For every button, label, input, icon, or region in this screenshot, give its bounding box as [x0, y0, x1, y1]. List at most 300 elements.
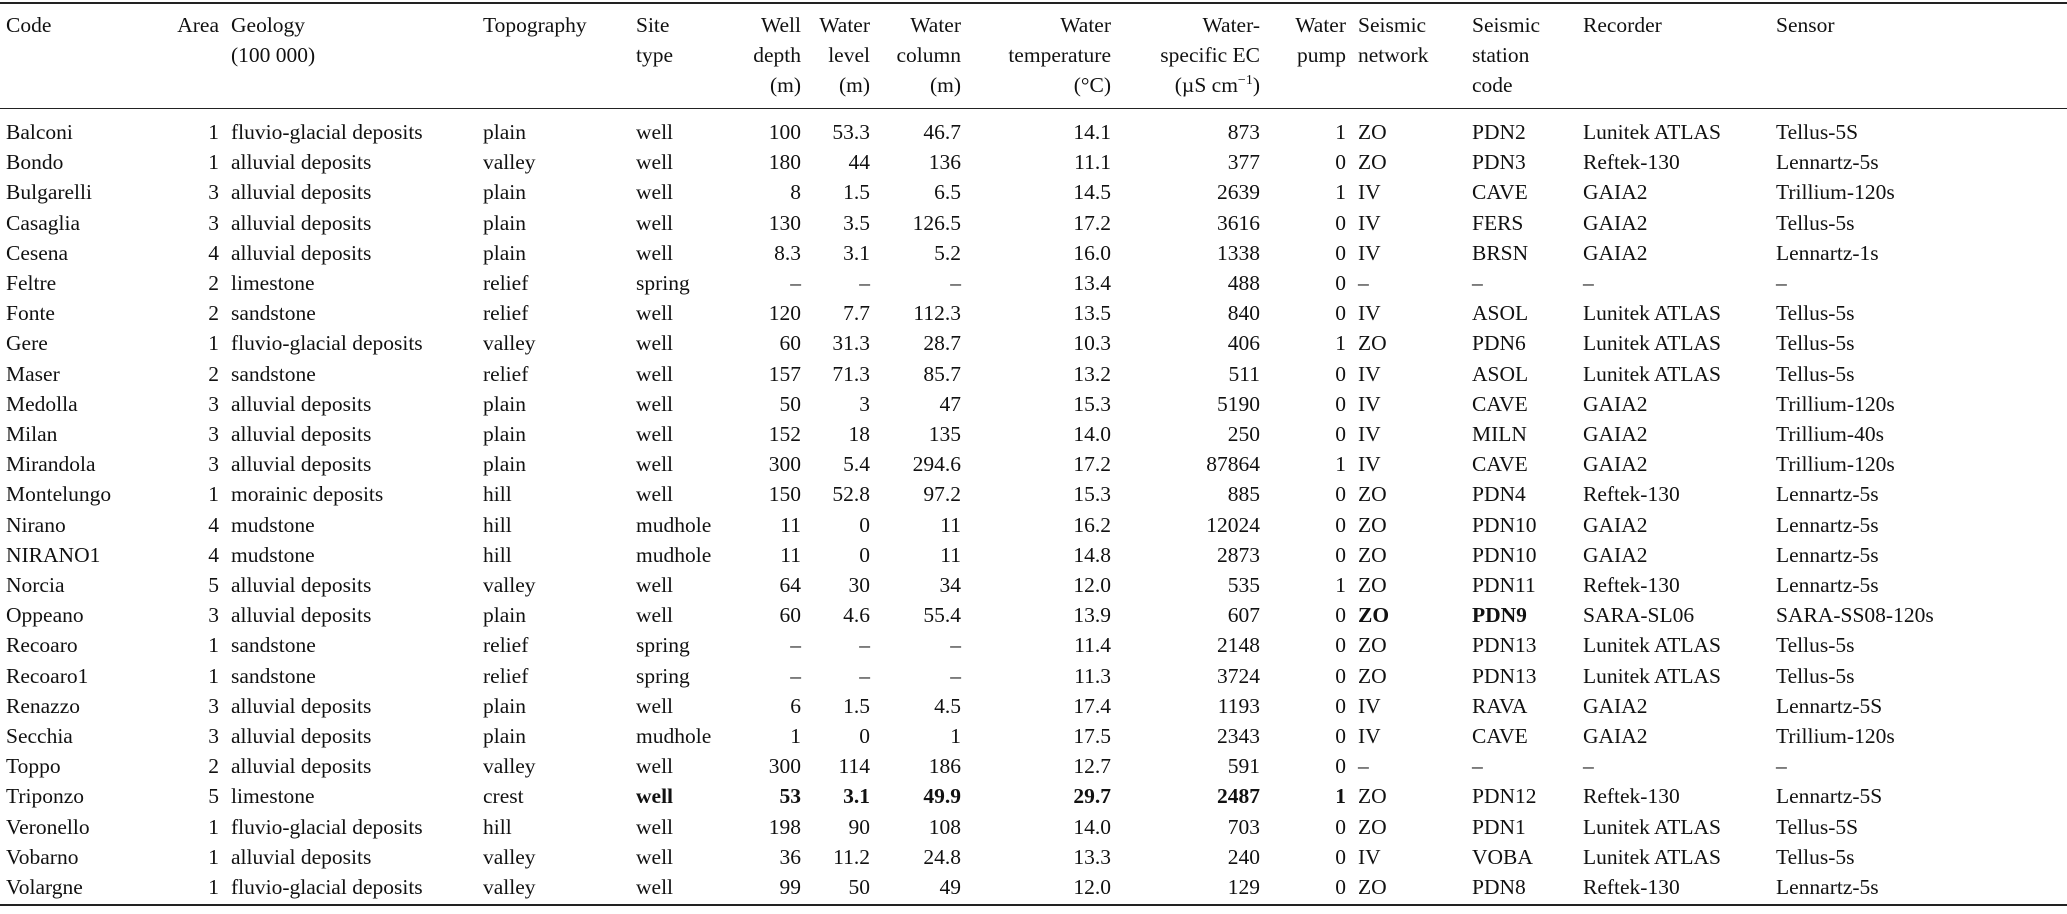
cell-well-depth: 50: [779, 391, 801, 416]
cell-site-type: spring: [636, 633, 690, 658]
cell-water-ec: 240: [1227, 844, 1260, 869]
column-header-seismic-network: Seismic network: [1352, 3, 1466, 109]
cell-water-temperature: 29.7: [1073, 784, 1111, 809]
cell-area: 1: [150, 872, 225, 905]
cell-water-ec: 873: [1227, 120, 1260, 144]
cell-water-column: 294.6: [912, 452, 961, 477]
cell-water-temperature: 17.2: [1073, 452, 1111, 477]
cell-code: Milan: [6, 422, 58, 447]
cell-water-pump: 0: [1335, 542, 1346, 567]
cell-recorder: Lunitek ATLAS: [1583, 120, 1721, 144]
cell-water-pump: 0: [1335, 663, 1346, 688]
cell-station-code: PDN13: [1472, 663, 1537, 688]
cell-water-column: 24.8: [923, 844, 961, 869]
cell-geology: sandstone: [231, 301, 316, 326]
cell-water-column: 6.5: [934, 180, 961, 205]
cell-sensor: Lennartz-5s: [1776, 542, 1879, 567]
cell-topography: plain: [483, 452, 526, 477]
cell-recorder: –: [1583, 754, 1594, 779]
cell-seismic-network: ZO: [1358, 542, 1387, 567]
cell-water-ec: 607: [1227, 603, 1260, 628]
cell-seismic-network: –: [1358, 271, 1369, 296]
cell-water-column: 28.7: [923, 331, 961, 356]
table-row: [0, 600, 2067, 630]
cell-sensor: Lennartz-5s: [1776, 512, 1879, 537]
table-row: [0, 238, 2067, 268]
cell-topography: plain: [483, 180, 526, 205]
cell-code: Casaglia: [6, 210, 81, 235]
cell-station-code: PDN6: [1472, 331, 1526, 356]
cell-area: 3: [208, 603, 219, 628]
column-header-code: Code: [0, 3, 150, 109]
cell-topography: relief: [483, 633, 529, 658]
cell-geology: alluvial deposits: [231, 180, 372, 205]
cell-station-code: PDN4: [1472, 482, 1526, 507]
cell-area: 1: [208, 120, 219, 144]
cell-geology: sandstone: [231, 633, 316, 658]
cell-water-pump: 0: [1335, 391, 1346, 416]
cell-water-level: 52.8: [832, 482, 870, 507]
cell-site-type: mudhole: [636, 512, 712, 537]
cell-area: 4: [208, 542, 219, 567]
cell-station-code: CAVE: [1472, 180, 1528, 205]
cell-water-temperature: 13.5: [1073, 301, 1111, 326]
cell-water-pump: 1: [1335, 331, 1346, 356]
cell-water-pump: 0: [1335, 814, 1346, 839]
cell-well-depth: 60: [779, 603, 801, 628]
cell-recorder: GAIA2: [1583, 452, 1648, 477]
cell-seismic-network: ZO: [1358, 814, 1387, 839]
cell-recorder: Lunitek ATLAS: [1583, 361, 1721, 386]
cell-sensor: Lennartz-5S: [1776, 784, 1883, 809]
cell-recorder: Lunitek ATLAS: [1583, 844, 1721, 869]
cell-geology: alluvial deposits: [231, 422, 372, 447]
cell-seismic-network: IV: [1358, 240, 1381, 265]
cell-geology: alluvial deposits: [231, 693, 372, 718]
cell-well-depth: 1: [790, 724, 801, 749]
column-header-geology: Geology (100 000): [225, 3, 477, 109]
cell-recorder: Lunitek ATLAS: [1583, 633, 1721, 658]
cell-site-type: well: [636, 693, 674, 718]
cell-water-ec: 406: [1227, 331, 1260, 356]
cell-well-depth: 53: [779, 784, 801, 809]
cell-water-temperature: 17.2: [1073, 210, 1111, 235]
cell-water-level: 30: [848, 573, 870, 598]
cell-area: 4: [208, 240, 219, 265]
cell-code: Mirandola: [6, 452, 96, 477]
cell-well-depth: –: [790, 271, 801, 296]
cell-water-temperature: 11.1: [1074, 150, 1111, 175]
cell-area: 3: [208, 422, 219, 447]
cell-area: 5: [208, 573, 219, 598]
cell-area: 3: [208, 693, 219, 718]
cell-sensor: Lennartz-5S: [1776, 693, 1883, 718]
cell-geology: alluvial deposits: [231, 210, 372, 235]
cell-station-code: ASOL: [1472, 361, 1529, 386]
cell-geology: morainic deposits: [231, 482, 384, 507]
cell-well-depth: –: [790, 663, 801, 688]
cell-water-ec: 2487: [1217, 784, 1260, 809]
cell-water-temperature: 11.3: [1074, 663, 1111, 688]
cell-well-depth: 300: [768, 452, 801, 477]
cell-site-type: well: [636, 784, 674, 809]
cell-well-depth: 99: [730, 872, 807, 905]
cell-water-level: 0: [859, 542, 870, 567]
cell-geology: sandstone: [231, 361, 316, 386]
cell-recorder: Lunitek ATLAS: [1583, 663, 1721, 688]
cell-site-type: spring: [636, 663, 690, 688]
cell-water-temperature: 13.9: [1073, 603, 1111, 628]
cell-topography: hill: [483, 542, 512, 567]
table-row: [0, 389, 2067, 419]
cell-area: 2: [208, 361, 219, 386]
cell-geology: fluvio-glacial deposits: [231, 814, 423, 839]
cell-water-level: 50: [807, 872, 876, 905]
cell-geology: alluvial deposits: [231, 150, 372, 175]
cell-geology: alluvial deposits: [231, 754, 372, 779]
cell-water-level: 3.1: [843, 240, 870, 265]
cell-water-temperature: 15.3: [1073, 391, 1111, 416]
cell-geology: mudstone: [231, 512, 315, 537]
table-row: [0, 109, 2067, 148]
cell-water-temperature: 14.1: [1073, 120, 1111, 144]
cell-area: 3: [208, 180, 219, 205]
cell-site-type: well: [636, 452, 674, 477]
cell-water-level: 5.4: [843, 452, 870, 477]
table-row: [0, 812, 2067, 842]
cell-station-code: RAVA: [1472, 693, 1528, 718]
cell-code: Volargne: [0, 872, 150, 905]
cell-topography: hill: [483, 512, 512, 537]
cell-recorder: SARA-SL06: [1583, 603, 1695, 628]
cell-well-depth: 100: [768, 120, 801, 144]
cell-water-pump: 0: [1335, 754, 1346, 779]
column-header-recorder: Recorder: [1577, 3, 1770, 109]
table-row: [0, 570, 2067, 600]
cell-seismic-network: IV: [1358, 844, 1381, 869]
cell-water-ec: 3616: [1217, 210, 1260, 235]
cell-code: Feltre: [6, 271, 57, 296]
cell-seismic-network: ZO: [1358, 482, 1387, 507]
column-header-sensor: Sensor: [1770, 3, 2067, 109]
cell-station-code: PDN10: [1472, 512, 1537, 537]
cell-sensor: Tellus-5s: [1776, 633, 1855, 658]
table-row: [0, 177, 2067, 207]
cell-recorder: Reftek-130: [1577, 872, 1770, 905]
cell-water-column: 112.3: [913, 301, 961, 326]
cell-code: Cesena: [6, 240, 69, 265]
cell-topography: valley: [477, 872, 630, 905]
cell-recorder: GAIA2: [1583, 210, 1648, 235]
column-header-water-pump: Water pump: [1266, 3, 1352, 109]
cell-water-pump: 0: [1335, 271, 1346, 296]
cell-water-ec: 591: [1227, 754, 1260, 779]
table-row: [0, 298, 2067, 328]
cell-water-temperature: 14.8: [1073, 542, 1111, 567]
cell-code: Recoaro: [6, 633, 78, 658]
cell-seismic-network: IV: [1358, 724, 1381, 749]
column-header-area: Area: [150, 3, 225, 109]
cell-water-ec: 703: [1227, 814, 1260, 839]
cell-well-depth: 11: [780, 512, 801, 537]
table-row: [0, 208, 2067, 238]
cell-seismic-network: ZO: [1358, 331, 1387, 356]
cell-water-level: 3: [859, 391, 870, 416]
cell-topography: hill: [483, 814, 512, 839]
cell-topography: plain: [483, 391, 526, 416]
cell-recorder: GAIA2: [1583, 180, 1648, 205]
cell-topography: relief: [483, 361, 529, 386]
cell-water-level: 31.3: [832, 331, 870, 356]
cell-water-column: 49: [876, 872, 967, 905]
cell-topography: plain: [483, 693, 526, 718]
cell-water-level: 1.5: [843, 180, 870, 205]
cell-code: Maser: [6, 361, 60, 386]
cell-recorder: GAIA2: [1583, 542, 1648, 567]
cell-sensor: Trillium-120s: [1776, 391, 1895, 416]
cell-recorder: Reftek-130: [1583, 150, 1680, 175]
cell-recorder: –: [1583, 271, 1594, 296]
cell-topography: valley: [483, 754, 536, 779]
cell-water-ec: 885: [1227, 482, 1260, 507]
cell-water-column: 108: [928, 814, 961, 839]
cell-well-depth: –: [790, 633, 801, 658]
cell-code: Bondo: [6, 150, 64, 175]
table-row: [0, 661, 2067, 691]
cell-water-ec: 2873: [1217, 542, 1260, 567]
cell-code: Gere: [6, 331, 48, 356]
cell-water-ec: 129: [1117, 872, 1266, 905]
cell-station-code: PDN2: [1472, 120, 1526, 144]
cell-water-temperature: 11.4: [1074, 633, 1111, 658]
cell-water-level: –: [859, 663, 870, 688]
cell-sensor: Tellus-5s: [1776, 331, 1855, 356]
cell-water-pump: 0: [1335, 361, 1346, 386]
table-row: [0, 872, 2067, 905]
cell-site-type: well: [636, 844, 674, 869]
cell-water-ec: 12024: [1206, 512, 1260, 537]
cell-station-code: PDN10: [1472, 542, 1537, 567]
cell-seismic-network: IV: [1358, 210, 1381, 235]
table-body: [0, 109, 2067, 906]
cell-seismic-network: ZO: [1358, 784, 1387, 809]
cell-area: 3: [208, 452, 219, 477]
cell-recorder: GAIA2: [1583, 422, 1648, 447]
cell-water-temperature: 13.2: [1073, 361, 1111, 386]
cell-recorder: GAIA2: [1583, 724, 1648, 749]
cell-water-pump: 0: [1335, 512, 1346, 537]
cell-recorder: Reftek-130: [1583, 784, 1680, 809]
cell-water-temperature: 13.4: [1073, 271, 1111, 296]
cell-area: 3: [208, 391, 219, 416]
cell-seismic-network: ZO: [1358, 512, 1387, 537]
cell-station-code: CAVE: [1472, 452, 1528, 477]
column-header-site-type: Site type: [630, 3, 730, 109]
cell-water-level: 0: [859, 724, 870, 749]
cell-water-level: 0: [859, 512, 870, 537]
cell-station-code: VOBA: [1472, 844, 1533, 869]
cell-well-depth: 11: [780, 542, 801, 567]
cell-code: Triponzo: [6, 784, 85, 809]
cell-station-code: PDN11: [1472, 573, 1536, 598]
cell-recorder: Lunitek ATLAS: [1583, 301, 1721, 326]
cell-water-column: 126.5: [912, 210, 961, 235]
cell-topography: relief: [483, 301, 529, 326]
table-row: [0, 630, 2067, 660]
cell-sensor: Tellus-5S: [1776, 814, 1859, 839]
cell-well-depth: 64: [779, 573, 801, 598]
cell-geology: fluvio-glacial deposits: [231, 331, 423, 356]
cell-topography: plain: [483, 724, 526, 749]
cell-seismic-network: IV: [1358, 361, 1381, 386]
cell-area: 1: [208, 663, 219, 688]
column-header-station-code: Seismic station code: [1466, 3, 1577, 109]
cell-water-temperature: 14.5: [1073, 180, 1111, 205]
cell-well-depth: 60: [779, 331, 801, 356]
cell-site-type: well: [636, 482, 674, 507]
cell-water-ec: 5190: [1217, 391, 1260, 416]
cell-water-pump: 1: [1335, 120, 1346, 144]
cell-water-pump: 0: [1335, 633, 1346, 658]
cell-geology: alluvial deposits: [231, 844, 372, 869]
cell-geology: alluvial deposits: [231, 391, 372, 416]
cell-code: Balconi: [6, 120, 73, 144]
cell-topography: relief: [483, 663, 529, 688]
cell-water-ec: 2148: [1217, 633, 1260, 658]
cell-geology: sandstone: [231, 663, 316, 688]
cell-sensor: Tellus-5S: [1776, 120, 1859, 144]
cell-site-type: well: [636, 754, 674, 779]
cell-water-column: –: [950, 633, 961, 658]
cell-water-level: 7.7: [843, 301, 870, 326]
cell-well-depth: 150: [768, 482, 801, 507]
cell-code: Recoaro1: [6, 663, 89, 688]
cell-seismic-network: IV: [1358, 180, 1381, 205]
cell-sensor: Tellus-5s: [1776, 210, 1855, 235]
cell-station-code: PDN1: [1472, 814, 1526, 839]
cell-sensor: Trillium-40s: [1776, 422, 1884, 447]
cell-water-level: 44: [848, 150, 870, 175]
cell-water-level: 1.5: [843, 693, 870, 718]
cell-water-level: 90: [848, 814, 870, 839]
cell-sensor: Lennartz-5s: [1776, 482, 1879, 507]
cell-code: Nirano: [6, 512, 66, 537]
cell-well-depth: 130: [768, 210, 801, 235]
cell-water-column: 11: [940, 512, 961, 537]
cell-site-type: well: [636, 422, 674, 447]
cell-water-pump: 0: [1266, 872, 1352, 905]
cell-geology: alluvial deposits: [231, 240, 372, 265]
cell-seismic-network: IV: [1358, 452, 1381, 477]
cell-sensor: Trillium-120s: [1776, 180, 1895, 205]
cell-topography: crest: [483, 784, 524, 809]
cell-seismic-network: IV: [1358, 693, 1381, 718]
cell-water-level: 3.1: [843, 784, 870, 809]
cell-site-type: well: [636, 180, 674, 205]
cell-geology: limestone: [231, 271, 315, 296]
table-row: [0, 691, 2067, 721]
cell-recorder: GAIA2: [1583, 240, 1648, 265]
cell-topography: plain: [483, 240, 526, 265]
cell-code: Toppo: [6, 754, 61, 779]
cell-sensor: Tellus-5s: [1776, 301, 1855, 326]
cell-water-ec: 2639: [1217, 180, 1260, 205]
cell-sensor: Lennartz-5s: [1776, 150, 1879, 175]
cell-water-ec: 2343: [1217, 724, 1260, 749]
cell-water-ec: 511: [1228, 361, 1260, 386]
cell-water-temperature: 17.5: [1073, 724, 1111, 749]
cell-topography: valley: [483, 573, 536, 598]
cell-seismic-network: ZO: [1358, 573, 1387, 598]
table-row: [0, 842, 2067, 872]
cell-well-depth: 180: [768, 150, 801, 175]
cell-station-code: BRSN: [1472, 240, 1529, 265]
cell-site-type: well: [636, 150, 674, 175]
cell-topography: hill: [483, 482, 512, 507]
cell-site-type: spring: [636, 271, 690, 296]
cell-water-level: 71.3: [832, 361, 870, 386]
cell-seismic-network: –: [1358, 754, 1369, 779]
cell-area: 2: [208, 301, 219, 326]
cell-water-ec: 87864: [1206, 452, 1260, 477]
cell-water-pump: 1: [1335, 573, 1346, 598]
column-header-water-column: Water column (m): [876, 3, 967, 109]
cell-water-column: 49.9: [923, 784, 961, 809]
cell-sensor: Trillium-120s: [1776, 724, 1895, 749]
cell-station-code: PDN13: [1472, 633, 1537, 658]
cell-station-code: CAVE: [1472, 724, 1528, 749]
cell-site-type: well: [630, 872, 730, 905]
cell-recorder: GAIA2: [1583, 693, 1648, 718]
cell-topography: valley: [483, 150, 536, 175]
cell-water-ec: 840: [1227, 301, 1260, 326]
cell-water-level: 114: [838, 754, 870, 779]
cell-water-column: 85.7: [923, 361, 961, 386]
cell-sensor: Trillium-120s: [1776, 452, 1895, 477]
cell-site-type: well: [636, 301, 674, 326]
cell-sensor: Lennartz-1s: [1776, 240, 1879, 265]
cell-station-code: PDN3: [1472, 150, 1526, 175]
cell-sensor: –: [1776, 271, 1787, 296]
cell-site-type: well: [636, 210, 674, 235]
column-header-topography: Topography: [477, 3, 630, 109]
cell-water-temperature: 14.0: [1073, 814, 1111, 839]
cell-water-column: 136: [928, 150, 961, 175]
cell-geology: alluvial deposits: [231, 724, 372, 749]
cell-code: Secchia: [6, 724, 73, 749]
cell-water-pump: 0: [1335, 693, 1346, 718]
cell-water-pump: 0: [1335, 603, 1346, 628]
table-row: [0, 328, 2067, 358]
cell-topography: plain: [483, 603, 526, 628]
cell-water-ec: 250: [1227, 422, 1260, 447]
table-row: [0, 147, 2067, 177]
cell-site-type: well: [636, 391, 674, 416]
cell-water-ec: 1338: [1217, 240, 1260, 265]
cell-water-column: 46.7: [923, 120, 961, 144]
cell-recorder: Lunitek ATLAS: [1583, 814, 1721, 839]
cell-seismic-network: IV: [1358, 301, 1381, 326]
cell-water-pump: 0: [1335, 724, 1346, 749]
cell-topography: valley: [483, 331, 536, 356]
cell-water-pump: 0: [1335, 422, 1346, 447]
cell-station-code: PDN12: [1472, 784, 1537, 809]
table-row: [0, 721, 2067, 751]
cell-area: 1: [208, 331, 219, 356]
cell-seismic-network: ZO: [1358, 150, 1387, 175]
cell-area: 1: [208, 814, 219, 839]
cell-water-pump: 0: [1335, 150, 1346, 175]
